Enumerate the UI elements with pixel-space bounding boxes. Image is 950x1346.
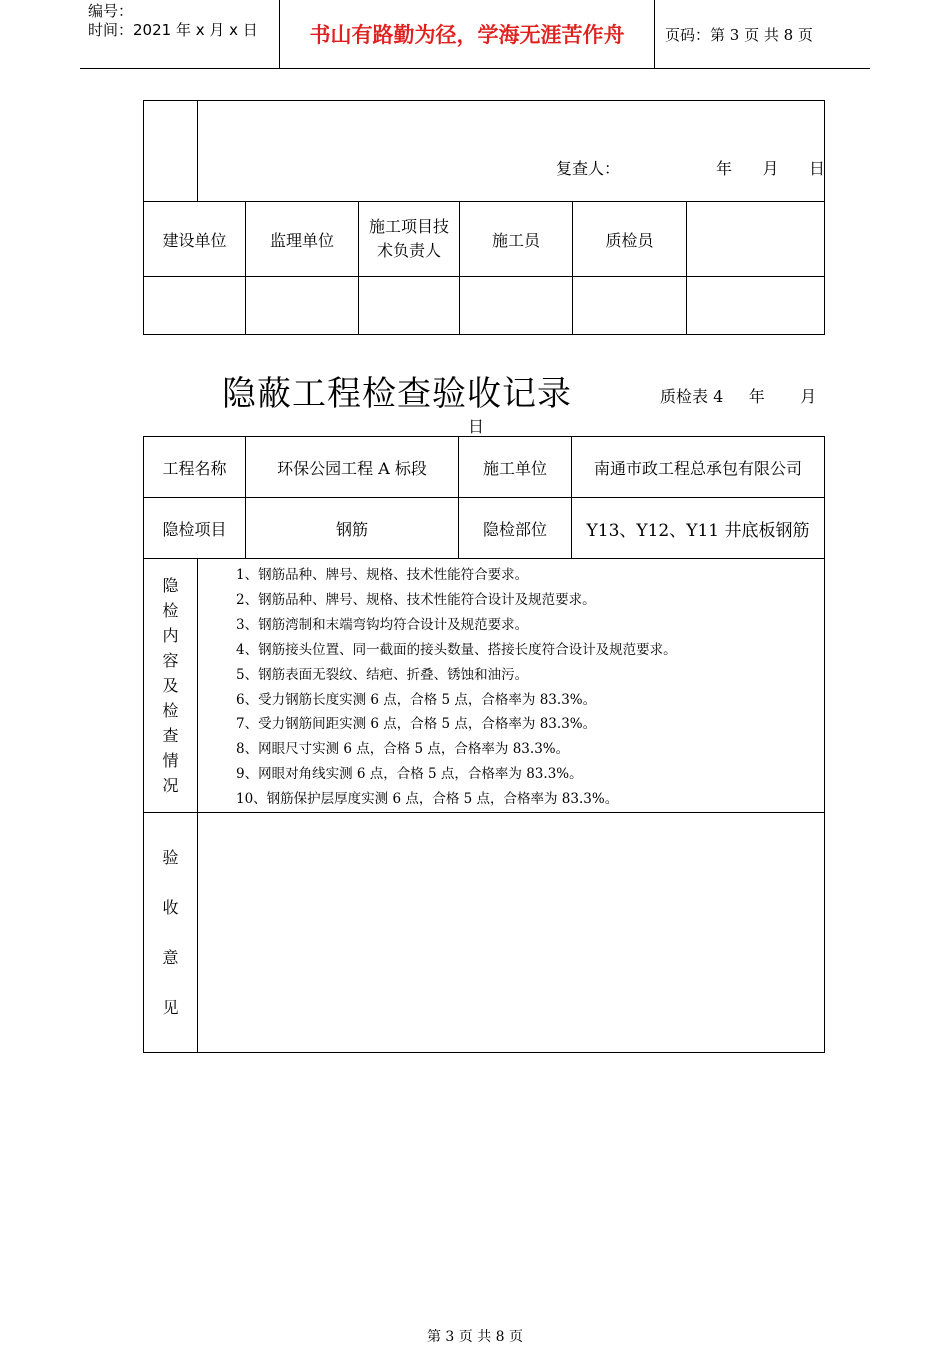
contractor-label: 施工单位 xyxy=(459,437,572,498)
content-cell xyxy=(198,559,825,813)
header-motto: 书山有路勤为径，学海无涯苦作舟 xyxy=(280,0,655,68)
header-meta xyxy=(80,0,280,68)
sig-col-5 xyxy=(687,202,825,277)
sig-col-1: 监理单位 xyxy=(246,202,359,277)
reviewer-label: 复查人： xyxy=(556,159,621,178)
opinion-cell xyxy=(198,813,825,1053)
location-label: 隐检部位 xyxy=(459,498,572,559)
form-title: 隐蔽工程检查验收记录 xyxy=(222,374,572,414)
project-name: 环保公园工程 A 标段 xyxy=(246,437,459,498)
number-label: 编号： xyxy=(88,2,134,20)
sig-cell xyxy=(460,277,573,335)
review-side-cell xyxy=(144,101,198,202)
page-header xyxy=(80,0,870,69)
header-page-label: 页码：第 3 页 共 8 页 xyxy=(665,25,813,44)
content-label: 隐 检 内 容 及 检 查 情 况 xyxy=(162,576,179,796)
item-label: 隐检项目 xyxy=(144,498,246,559)
sig-cell xyxy=(144,277,246,335)
content-line: 7、受力钢筋间距实测 6 点，合格 5 点，合格率为 83.3%。 xyxy=(236,716,597,733)
content-line: 9、网眼对角线实测 6 点，合格 5 点，合格率为 83.3%。 xyxy=(236,766,583,783)
item: 钢筋 xyxy=(246,498,459,559)
contractor: 南通市政工程总承包有限公司 xyxy=(572,437,825,498)
sig-cell xyxy=(246,277,359,335)
review-date: 年 月 日 xyxy=(716,159,826,178)
opinion-label-cell xyxy=(144,813,198,1053)
sig-col-0: 建设单位 xyxy=(144,202,246,277)
review-signature-table xyxy=(143,100,825,335)
content-line: 3、钢筋湾制和末端弯钩均符合设计及规范要求。 xyxy=(236,616,529,633)
content-line: 4、钢筋接头位置、同一截面的接头数量、搭接长度符合设计及规范要求。 xyxy=(236,641,677,658)
content-label-cell xyxy=(144,559,198,813)
inspection-table xyxy=(143,436,825,1053)
sig-cell xyxy=(573,277,687,335)
content-line: 5、钢筋表面无裂纹、结疤、折叠、锈蚀和油污。 xyxy=(236,666,529,683)
content-line: 8、网眼尺寸实测 6 点，合格 5 点，合格率为 83.3%。 xyxy=(236,741,570,758)
sig-cell xyxy=(687,277,825,335)
form-day: 日 xyxy=(468,417,485,436)
time-label: 时间：2021 年 x 月 x 日 xyxy=(88,21,258,39)
sig-cell xyxy=(359,277,460,335)
form-code: 质检表 4 年 月 xyxy=(660,387,817,406)
content-line: 10、钢筋保护层厚度实测 6 点，合格 5 点，合格率为 83.3%。 xyxy=(236,791,619,808)
review-cell xyxy=(198,101,825,202)
sig-col-2: 施工项目技术负责人 xyxy=(359,202,460,277)
project-name-label: 工程名称 xyxy=(144,437,246,498)
content-line: 1、钢筋品种、牌号、规格、技术性能符合要求。 xyxy=(236,567,529,583)
sig-col-3: 施工员 xyxy=(460,202,573,277)
content-line: 2、钢筋品种、牌号、规格、技术性能符合设计及规范要求。 xyxy=(236,591,596,608)
content-line: 6、受力钢筋长度实测 6 点，合格 5 点，合格率为 83.3%。 xyxy=(236,691,597,708)
opinion-label: 验 收 意 见 xyxy=(162,847,179,1017)
sig-col-4: 质检员 xyxy=(573,202,687,277)
page-footer: 第 3 页 共 8 页 xyxy=(426,1329,524,1345)
location: Y13、Y12、Y11 井底板钢筋 xyxy=(572,498,825,559)
